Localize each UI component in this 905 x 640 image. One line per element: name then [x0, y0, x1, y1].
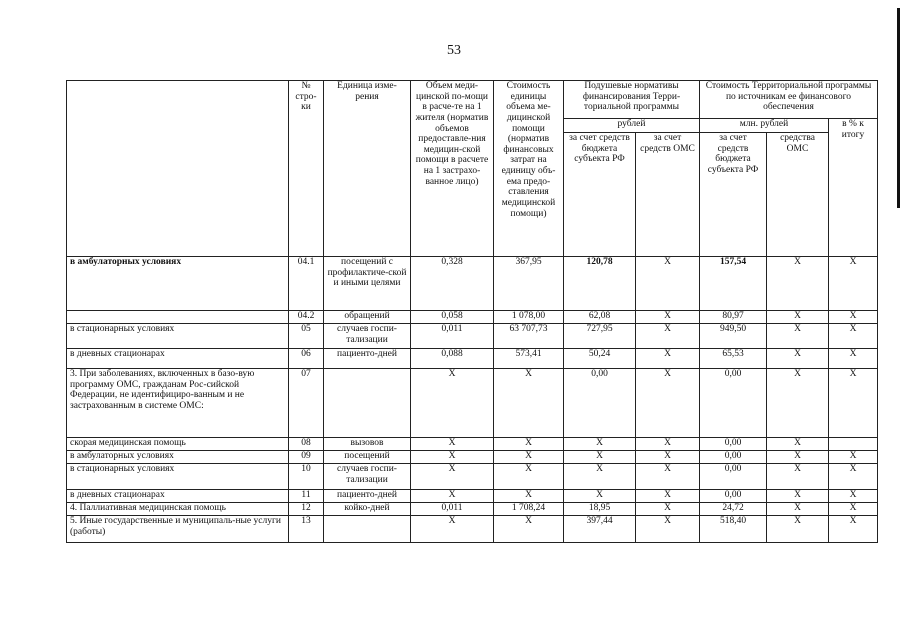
row-pct: Х: [829, 451, 878, 464]
header-pct: в % к итогу: [829, 119, 878, 257]
row-no: 13: [289, 516, 324, 543]
row-cost: 1 708,24: [494, 503, 564, 516]
row-percap-oms: Х: [636, 464, 700, 490]
row-terr-oms: Х: [767, 324, 829, 349]
row-percap-budget: Х: [564, 464, 636, 490]
row-cost: 63 707,73: [494, 324, 564, 349]
row-name: скорая медицинская помощь: [67, 438, 289, 451]
row-terr-oms: Х: [767, 438, 829, 451]
header-territorial: Стоимость Территориальной программы по источникам ее финансового обеспечения: [700, 81, 878, 119]
row-volume: Х: [411, 516, 494, 543]
row-terr-budget: 0,00: [700, 369, 767, 438]
header-volume: Объем меди-цинской по-мощи в расче-те на 1 жителя (норматив объемов предоставле-ния медицин-ской помощи в расчете на 1 застрахо-ванное лицо): [411, 81, 494, 257]
row-unit: койко-дней: [324, 503, 411, 516]
row-volume: Х: [411, 438, 494, 451]
row-pct: Х: [829, 490, 878, 503]
row-terr-oms: Х: [767, 490, 829, 503]
row-volume: Х: [411, 464, 494, 490]
row-name: [67, 311, 289, 324]
row-no: 12: [289, 503, 324, 516]
row-volume: 0,088: [411, 349, 494, 369]
row-percap-budget: 62,08: [564, 311, 636, 324]
row-percap-budget: Х: [564, 438, 636, 451]
row-percap-budget: 0,00: [564, 369, 636, 438]
row-terr-budget: 65,53: [700, 349, 767, 369]
header-name-cell: [67, 81, 289, 257]
row-unit: пациенто-дней: [324, 349, 411, 369]
row-percap-oms: Х: [636, 349, 700, 369]
row-name: 5. Иные государственные и муниципаль-ные услуги (работы): [67, 516, 289, 543]
table-row: [67, 490, 878, 503]
row-no: 10: [289, 464, 324, 490]
row-unit: посещений: [324, 451, 411, 464]
row-percap-budget: 18,95: [564, 503, 636, 516]
row-pct: Х: [829, 503, 878, 516]
row-terr-budget: 0,00: [700, 464, 767, 490]
row-percap-budget: 397,44: [564, 516, 636, 543]
row-percap-oms: Х: [636, 503, 700, 516]
header-rub: рублей: [564, 119, 700, 133]
table-row: [67, 257, 878, 311]
table-row: [67, 311, 878, 324]
row-pct: [829, 438, 878, 451]
row-terr-budget: 518,40: [700, 516, 767, 543]
row-volume: Х: [411, 490, 494, 503]
row-pct: Х: [829, 311, 878, 324]
row-name: 4. Паллиативная медицинская помощь: [67, 503, 289, 516]
header-oms-2: средства ОМС: [767, 133, 829, 257]
row-name: в стационарных условиях: [67, 324, 289, 349]
header-per-capita: Подушевые нормативы финансирования Терри-ториальной программы: [564, 81, 700, 119]
row-unit: [324, 369, 411, 438]
row-pct: Х: [829, 324, 878, 349]
row-percap-budget: 727,95: [564, 324, 636, 349]
table-row: [67, 464, 878, 490]
row-no: 04.1: [289, 257, 324, 311]
row-pct: Х: [829, 464, 878, 490]
row-terr-oms: Х: [767, 349, 829, 369]
row-pct: Х: [829, 257, 878, 311]
row-cost: Х: [494, 451, 564, 464]
row-no: 08: [289, 438, 324, 451]
row-percap-budget: Х: [564, 451, 636, 464]
header-cost: Стоимость единицы объема ме-дицинской помощи (норматив финансовых затрат на единицу объ-ема предо-ставления медицинской помощи): [494, 81, 564, 257]
table-row: [67, 451, 878, 464]
row-cost: 573,41: [494, 349, 564, 369]
row-terr-oms: Х: [767, 503, 829, 516]
row-cost: Х: [494, 516, 564, 543]
row-no: 05: [289, 324, 324, 349]
row-percap-budget: Х: [564, 490, 636, 503]
header-oms: за счет средств ОМС: [636, 133, 700, 257]
table-row: [67, 369, 878, 438]
row-terr-budget: 949,50: [700, 324, 767, 349]
row-unit: обращений: [324, 311, 411, 324]
row-terr-budget: 24,72: [700, 503, 767, 516]
row-pct: Х: [829, 516, 878, 543]
row-unit: [324, 516, 411, 543]
row-cost: Х: [494, 369, 564, 438]
row-percap-budget: 120,78: [564, 257, 636, 311]
row-terr-oms: Х: [767, 311, 829, 324]
row-percap-oms: Х: [636, 451, 700, 464]
row-no: 04.2: [289, 311, 324, 324]
row-terr-oms: Х: [767, 451, 829, 464]
table-row: [67, 324, 878, 349]
row-terr-oms: Х: [767, 464, 829, 490]
row-percap-oms: Х: [636, 516, 700, 543]
row-unit: вызовов: [324, 438, 411, 451]
row-terr-budget: 0,00: [700, 490, 767, 503]
header-unit: Единица изме-рения: [324, 81, 411, 257]
row-terr-budget: 0,00: [700, 451, 767, 464]
table-row: [67, 349, 878, 369]
row-unit: пациенто-дней: [324, 490, 411, 503]
financing-table: [66, 80, 878, 543]
row-cost: 1 078,00: [494, 311, 564, 324]
table-row: [67, 516, 878, 543]
row-volume: 0,328: [411, 257, 494, 311]
row-cost: Х: [494, 464, 564, 490]
table-row: [67, 438, 878, 451]
page-number: 53: [447, 43, 461, 58]
row-no: 06: [289, 349, 324, 369]
row-name: в дневных стационарах: [67, 349, 289, 369]
row-percap-budget: 50,24: [564, 349, 636, 369]
row-percap-oms: Х: [636, 438, 700, 451]
header-row: [67, 81, 878, 119]
row-percap-oms: Х: [636, 311, 700, 324]
row-pct: Х: [829, 349, 878, 369]
row-cost: 367,95: [494, 257, 564, 311]
row-terr-budget: 80,97: [700, 311, 767, 324]
row-percap-oms: Х: [636, 369, 700, 438]
row-unit: случаев госпи-тализации: [324, 324, 411, 349]
row-unit: случаев госпи-тализации: [324, 464, 411, 490]
row-terr-budget: 157,54: [700, 257, 767, 311]
header-mln: млн. рублей: [700, 119, 829, 133]
row-percap-oms: Х: [636, 257, 700, 311]
row-volume: Х: [411, 451, 494, 464]
row-percap-oms: Х: [636, 490, 700, 503]
row-no: 07: [289, 369, 324, 438]
row-terr-budget: 0,00: [700, 438, 767, 451]
row-volume: 0,011: [411, 503, 494, 516]
row-terr-oms: Х: [767, 369, 829, 438]
row-no: 09: [289, 451, 324, 464]
row-unit: посещений с профилактиче-ской и иными целями: [324, 257, 411, 311]
table-row: [67, 503, 878, 516]
header-budget-2: за счет средств бюджета субъекта РФ: [700, 133, 767, 257]
row-name: в амбулаторных условиях: [67, 451, 289, 464]
row-volume: 0,058: [411, 311, 494, 324]
row-volume: 0,011: [411, 324, 494, 349]
row-name: в амбулаторных условиях: [67, 257, 289, 311]
row-terr-oms: Х: [767, 516, 829, 543]
header-no: № стро-ки: [289, 81, 324, 257]
row-terr-oms: Х: [767, 257, 829, 311]
row-pct: Х: [829, 369, 878, 438]
row-percap-oms: Х: [636, 324, 700, 349]
row-cost: Х: [494, 490, 564, 503]
row-volume: Х: [411, 369, 494, 438]
row-name: в дневных стационарах: [67, 490, 289, 503]
header-budget: за счет средств бюджета субъекта РФ: [564, 133, 636, 257]
row-name: в стационарных условиях: [67, 464, 289, 490]
row-name: 3. При заболеваниях, включенных в базо-вую программу ОМС, гражданам Рос-сийской Федерации, не идентифициро-ванным и не застрахованным в системе ОМС:: [67, 369, 289, 438]
row-cost: Х: [494, 438, 564, 451]
row-no: 11: [289, 490, 324, 503]
scan-edge-bar: [897, 8, 900, 208]
